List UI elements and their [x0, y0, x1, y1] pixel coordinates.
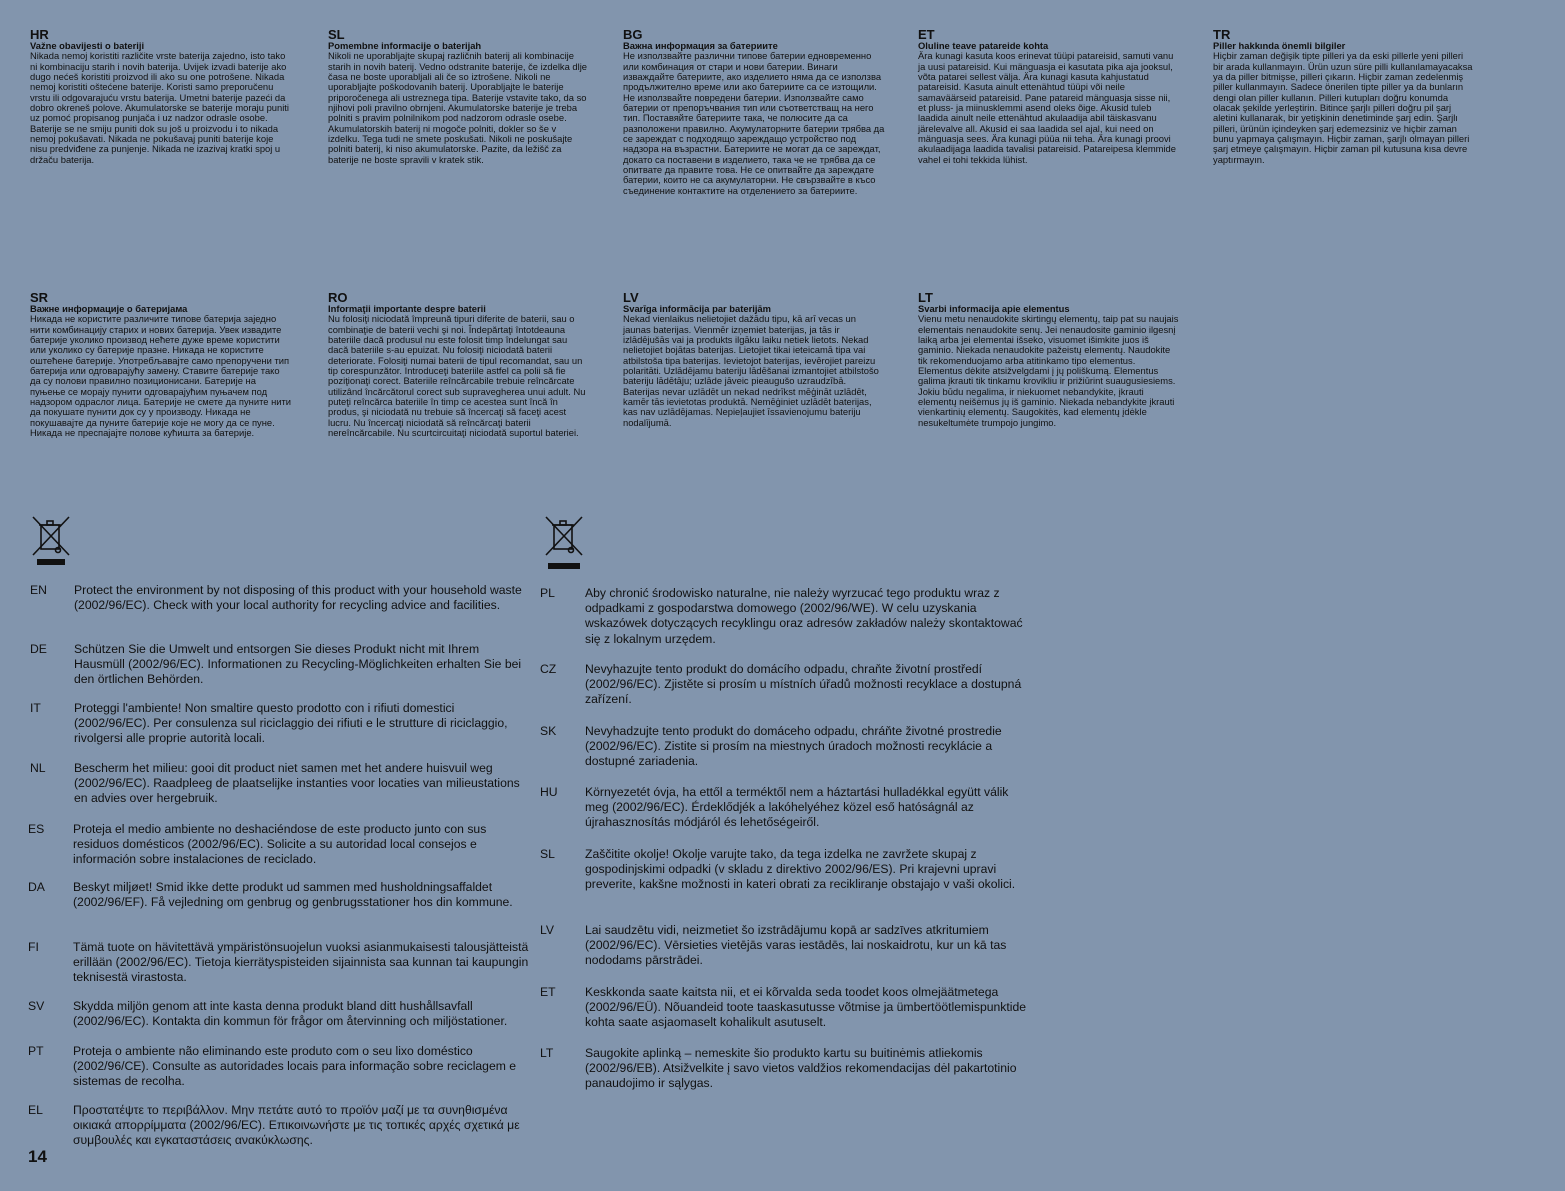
language-code: SL [540, 847, 555, 861]
notice-title: Pomembne informacije o baterijah [328, 40, 482, 51]
language-code: TR [1213, 27, 1231, 42]
weee-text: Zaščitite okolje! Okolje varujte tako, da tega izdelka ne zavržete skupaj z gospodinjskimi odpadki (v skladu z direktivo 2002/96/ES). Pri krajevni upravi preverite, kakšne možnosti in kateri obrati za recikliranje obstajajo v vaši okolici. [585, 847, 1016, 892]
battery-notice-lt [918, 291, 1180, 428]
weee-text: Saugokite aplinką – nemeskite šio produkto kartu su buitinėmis atliekomis (2002/96/EB). Atsižvelkite į savo vietos valdžios rekomendacijas dėl pakartotinio panaudojimo ir sąlygas. [585, 1046, 1017, 1091]
weee-text: Protect the environment by not disposing of this product with your household waste (2002/96/EC). Check with your local authority for recycling advice and facilities. [74, 583, 522, 613]
weee-text: Skydda miljön genom att inte kasta denna produkt bland ditt hushållsavfall (2002/96/EC). Kontakta din kommun för frågor om återvinning och miljöstationer. [73, 999, 508, 1029]
weee-text: Keskkonda saate kaitsta nii, et ei kõrvalda seda toodet koos olmejäätmetega (2002/96/EÜ). Nõuandeid toote taaskasutusse võtmise ja ümbertöötlemispunktide kohta saate asjaomaselt kohalikult asutuselt. [585, 985, 1027, 1030]
notice-body: Никада не користите различите типове батерија заједно нити комбинацију старих и нових батерија. Увек извадите батерије уколико производ нећете дуже време користити или уколико су батерије празне. Никада не користите оштећене батерије. Употребљавајте само препоручени тип батерија или одговарајућу замену. Ставите батерије тако да су полови правилно позиционисани. Батерије на пуњење се морају пунити одговарајућим пуњачем под надзором одраслог лица. Батерије не смете да пуните нити да покушате пунити док су у производу. Никада не покушавајте да пуните батерије које не могу да се пуне. Никада не преспајајте полове кућишта за батерије. [30, 313, 292, 439]
language-code: LT [540, 1046, 554, 1060]
weee-text: Nevyhadzujte tento produkt do domáceho odpadu, chráňte životné prostredie (2002/96/EC). Zistite si prosím na miestnych úradoch možnosti recyklácie a dostupné zariadenia. [585, 724, 1002, 769]
notice-title: Informaţii importante despre baterii [328, 303, 486, 314]
language-code: DE [30, 642, 47, 656]
language-code: ES [28, 822, 45, 836]
page-number: 14 [28, 1147, 47, 1166]
notice-body: Nikoli ne uporabljajte skupaj različnih baterij ali kombinacije starih in novih baterij. Vedno odstranite baterije, če izdelka dlje časa ne boste uporabljali ali če so iztrošene. Nikoli ne uporabljajte poškodovanih baterij. Uporabljajte le baterije priporočenega ali ustreznega tipa. Baterije vstavite tako, da so njihovi poli pravilno obrnjeni. Akumulatorske baterije je treba polniti s pravim polnilnikom pod nadzorom odrasle osebe. Akumulatorskih baterij ni mogoče polniti, dokler so še v izdelku. Tega tudi ne smete poskušati. Nikoli ne poskušajte polniti baterij, ki niso akumulatorske. Pazite, da ležišč za baterije ne boste spravili v kratek stik. [328, 50, 588, 165]
battery-notice-ro [328, 291, 590, 438]
weee-text: Lai saudzētu vidi, neizmetiet šo izstrādājumu kopā ar sadzīves atkritumiem (2002/96/EC). Vērsieties vietējās varas iestādēs, lai noskaidrotu, kur un kā tas nododams pārstrādei. [585, 923, 1007, 968]
language-code: NL [30, 761, 46, 775]
weee-text: Schützen Sie die Umwelt und entsorgen Sie dieses Produkt nicht mit Ihrem Hausmüll (2002/96/EC). Informationen zu Recycling-Möglichkeiten erhalten Sie bei den örtlichen Behörden. [74, 642, 522, 687]
language-code: HU [540, 785, 558, 799]
language-code: PL [540, 586, 555, 600]
weee-text: Proteggi l'ambiente! Non smaltire questo prodotto con i rifiuti domestici (2002/96/EC). Per consulenza sul riciclaggio dei rifiuti e le strutture di riciclaggio, rivolgersi alle proprie autorità locali. [74, 701, 508, 746]
crossed-out-wheelie-bin-icon [544, 515, 584, 571]
crossed-out-wheelie-bin-icon [31, 515, 71, 567]
notice-title: Oluline teave patareide kohta [918, 40, 1049, 51]
weee-text: Bescherm het milieu: gooi dit product niet samen met het andere huisvuil weg (2002/96/EC). Raadpleeg de plaatselijke instanties voor locaties van milieustations en advies over hergebruik. [74, 761, 520, 806]
notice-title: Piller hakkında önemli bilgiler [1213, 40, 1346, 51]
battery-notice-hr [30, 28, 292, 165]
notice-body: Ära kunagi kasuta koos erinevat tüüpi patareisid, samuti vanu ja uusi patareisid. Kui mänguasja ei kasutata pika aja jooksul, võta patarei sellest välja. Ära kunagi kasuta kahjustatud patareisid. Kasuta ainult ettenähtud tüüpi või neile samaväärseid patareisid. Pane patareid mänguasja sisse nii, et pluss- ja miinusklemmi asend oleks õige. Akusid tuleb laadida ainult neile ettenähtud akulaadija abil täiskasvanu järelevalve all. Akusid ei saa laadida sel ajal, kui need on mänguasja sees. Ära kunagi püüa nii teha. Ära kunagi proovi akulaadijaga laadida tavalisi patareisid. Patareipesa klemmide vahel ei tohi tekkida lühist. [918, 50, 1176, 165]
weee-text: Aby chronić środowisko naturalne, nie należy wyrzucać tego produktu wraz z odpadkami z gospodarstwa domowego (2002/96/WE). W celu uzyskania wskazówek dotyczących recyklingu oraz adresów zakładów należy skontaktować się z lokalnym urzędem. [585, 586, 1023, 646]
language-code: FI [28, 940, 39, 954]
language-code: SK [540, 724, 557, 738]
battery-notice-lv [623, 291, 885, 428]
weee-text: Proteja o ambiente não eliminando este produto com o seu lixo doméstico (2002/96/CE). Consulte as autoridades locais para informação sobre reciclagem e sistemas de recolha. [73, 1044, 517, 1089]
notice-body: Hiçbir zaman değişik tipte pilleri ya da eski pillerle yeni pilleri bir arada kullanmayın. Ürün uzun süre pilli kullanılamayacaksa ya da piller bitmişse, pilleri çıkarın. Hiçbir zaman zedelenmiş piller kullanmayın. Sadece önerilen tipte piller ya da bunların dengi olan piller kullanın. Pilleri kutupları doğru konumda olacak şekilde yerleştirin. Bitince şarjlı pilleri doğru pil şarj aletini kullanarak, bir yetişkinin denetiminde şarj edin. Şarjlı pilleri, ürünün içindeyken şarj edemezsiniz ve hiçbir zaman bunu yapmaya çalışmayın. Hiçbir zaman, şarjlı olmayan pilleri şarj etmeye çalışmayın. Hiçbir zaman pil kutusuna kısa devre yaptırmayın. [1213, 50, 1473, 165]
battery-notice-bg [623, 28, 885, 196]
notice-body: Nekad vienlaikus nelietojiet dažādu tipu, kā arī vecas un jaunas baterijas. Vienmēr izņemiet baterijas, ja tās ir izlādējušās vai ja produkts ilgāku laiku netiek lietots. Nekad nelietojiet bojātas baterijas. Lietojiet tikai ieteicamā tipa vai atbilstoša tipa baterijas. Ievietojot baterijas, ievērojiet pareizu polaritāti. Uzlādējamu bateriju lādēšanai izmantojiet atbilstošo bateriju lādētāju; uzlāde jāveic pieaugušo uzraudzībā. Baterijas nevar uzlādēt un nekad nedrīkst mēģināt uzlādēt, kamēr tās ievietotas produktā. Nemēģiniet uzlādēt baterijas, kas nav uzlādējamas. Nepieļaujiet īssavienojumu bateriju nodalījumā. [623, 313, 879, 428]
weee-text: Proteja el medio ambiente no deshaciéndose de este producto junto con sus residuos domésticos (2002/96/EC). Solicite a su autoridad local consejos e información sobre instalaciones de reciclado. [73, 822, 487, 867]
battery-notice-sr [30, 291, 292, 438]
language-code: ET [918, 27, 935, 42]
notice-body: Nikada nemoj koristiti različite vrste baterija zajedno, isto tako ni kombinaciju starih i novih baterija. Uvijek izvadi baterije ako dugo nećeš koristiti proizvod ili ako su one potrošene. Nikada nemoj koristiti oštećene baterije. Koristi samo preporučenu vrstu ili odgovarajuću vrstu baterija. Umetni baterije pazeći da dobro okreneš polove. Akumulatorske se baterije moraju puniti uz pomoć propisanog punjača i uz nadzor odrasle osobe. Baterije se ne smiju puniti dok su još u proizvodu i to nikada nemoj pokušavati. Nikada ne pokušavaj puniti baterije koje nisu predviđene za punjenje. Nikada ne izazivaj kratki spoj u držaču baterija. [30, 50, 289, 165]
notice-body: Nu folosiţi niciodată împreună tipuri diferite de baterii, sau o combinaţie de baterii vechi şi noi. Îndepărtaţi întotdeauna bateriile dacă produsul nu este folosit timp îndelungat sau dacă bateriile s-au epuizat. Nu folosiţi niciodată baterii deteriorate. Folosiţi numai baterii de tipul recomandat, sau un tip corespunzător. Introduceţi bateriile astfel ca polii să fie poziţionaţi corect. Bateriile reîncărcabile trebuie reîncărcate utilizând încărcătorul corect sub supravegherea unui adult. Nu puteţi reîncărca bateriile în timp ce acestea sunt încă în produs, şi niciodată nu trebuie să încercaţi să faceţi acest lucru. Nu încercaţi niciodată să reîncărcaţi baterii nereîncărcabile. Nu scurtcircuitaţi niciodată suportul bateriei. [328, 313, 586, 439]
language-code: LV [540, 923, 555, 937]
battery-notice-et [918, 28, 1180, 165]
language-code: LV [623, 290, 639, 305]
language-code: RO [328, 290, 348, 305]
language-code: LT [918, 290, 933, 305]
notice-title: Svarīga informācija par baterijām [623, 303, 771, 314]
language-code: BG [623, 27, 643, 42]
language-code: IT [30, 701, 41, 715]
language-code: SV [28, 999, 45, 1013]
language-code: HR [30, 27, 49, 42]
battery-notice-tr [1213, 28, 1475, 165]
weee-text: Tämä tuote on hävitettävä ympäristönsuojelun vuoksi asianmukaisesti talousjätteistä erillään (2002/96/EC). Tietoja kierrätyspisteiden sijainnista saa kunnan tai kaupungin teknisestä virastosta. [73, 940, 529, 985]
notice-body: Не използвайте различни типове батерии едновременно или комбинация от стари и нови батерии. Винаги изваждайте батериите, ако изделието няма да се използва продължително време или ако батериите са се изтощили. Не използвайте повредени батерии. Използвайте само батерии от препоръчвания тип или съответстващ на него тип. Поставяйте батериите така, че полюсите да са разположени правилно. Акумулаторните батерии трябва да се зареждат с подходящо зареждащо устройство под надзора на възрастни. Батериите не могат да се зареждат, докато са поставени в изделието, така че не трябва да се опитвате да правите това. Не се опитвайте да зареждате батерии, които не са акумулаторни. Не свързвайте в късо съединение контактите на отделението за батериите. [623, 50, 885, 196]
language-code: EL [28, 1103, 43, 1117]
notice-title: Важне информације о батеријама [30, 303, 188, 314]
language-code: EN [30, 583, 47, 597]
language-code: PT [28, 1044, 44, 1058]
notice-title: Svarbi informacija apie elementus [918, 303, 1070, 314]
language-code: SR [30, 290, 49, 305]
language-code: CZ [540, 662, 557, 676]
language-code: DA [28, 880, 45, 894]
language-code: SL [328, 27, 345, 42]
weee-text: Beskyt miljøet! Smid ikke dette produkt ud sammen med husholdningsaffaldet (2002/96/EF). Få vejledning om genbrug og genbrugsstationer hos din kommune. [73, 880, 513, 910]
notice-title: Važne obavijesti o bateriji [30, 40, 145, 51]
weee-text: Nevyhazujte tento produkt do domácího odpadu, chraňte životní prostředí (2002/96/EC). Zjistěte si prosím u místních úřadů možnosti recyklace a dostupná zařízení. [585, 662, 1022, 707]
notice-title: Важна информация за батериите [623, 40, 778, 51]
language-code: ET [540, 985, 556, 999]
battery-notice-sl [328, 28, 590, 165]
weee-text: Προστατέψτε το περιβάλλον. Μην πετάτε αυτό το προϊόν μαζί με τα συνηθισμένα οικιακά απορρίμματα (2002/96/EC). Επικοινωνήστε με τις τοπικές αρχές σχετικά με συμβουλές και εγκαταστάσεις ανακύκλωσης. [73, 1103, 520, 1148]
notice-body: Vienu metu nenaudokite skirtingų elementų, taip pat su naujais elementais nenaudokite senų. Jei nenaudosite gaminio ilgesnį laiką arba jei elementai išseko, visuomet išimkite juos iš gaminio. Niekada nenaudokite pažeistų elementų. Naudokite tik rekomenduojamo arba atitinkamo tipo elementus. Elementus dėkite atsižvelgdami į jų poliškumą. Elementus galima įkrauti tik tinkamu krovikliu ir prižiūrint suaugusiesiems. Jokiu būdu negalima, ir niekuomet nebandykite, įkrauti elementų neišėmus jų iš gaminio. Niekada nebandykite įkrauti vienkartinių elementų. Saugokitės, kad elementų įdėkle nesukeltumėte trumpojo jungimo. [918, 313, 1179, 428]
weee-text: Környezetét óvja, ha ettől a terméktől nem a háztartási hulladékkal együtt válik meg (2002/96/EC). Érdeklődjék a lakóhelyéhez közel eső hatóságnál az újrahasznosítás módjáról és lehetőségeiről. [585, 785, 1009, 830]
